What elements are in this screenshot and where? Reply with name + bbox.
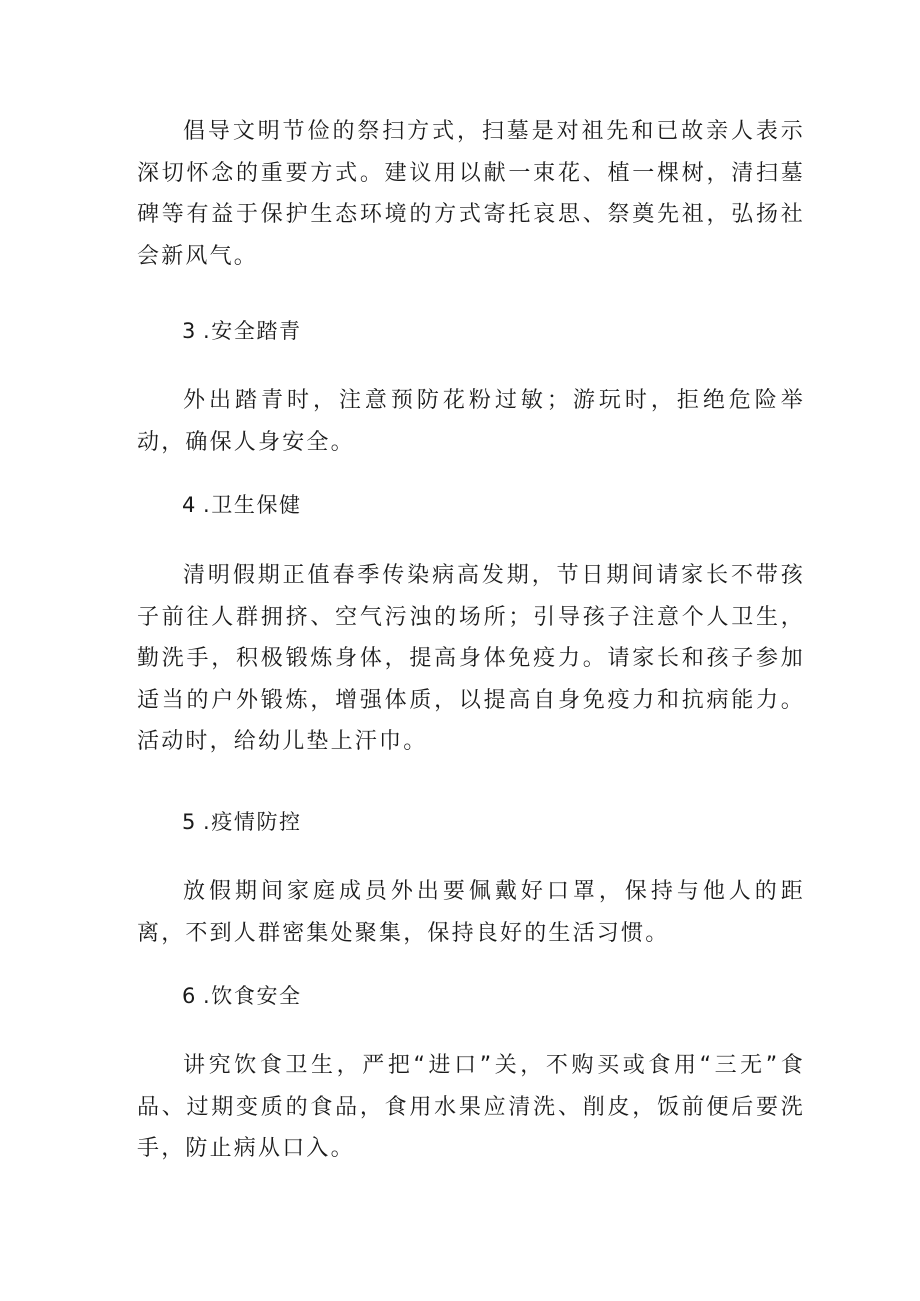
section-heading-epidemic-control: [182, 806, 302, 838]
section-title: .卫生保健: [202, 493, 302, 517]
section-title: .安全踏青: [202, 319, 302, 343]
paragraph-epidemic-control: 放假期间家庭成员外出要佩戴好口罩，保持与他人的距离，不到人群密集处聚集，保持良好的生活习惯。: [137, 879, 805, 946]
section-heading-hygiene: [182, 489, 302, 521]
section-heading-safe-outing: [182, 315, 302, 347]
section-title: .饮食安全: [202, 984, 302, 1008]
section-heading-food-safety: [182, 980, 302, 1012]
section-number: 5: [182, 810, 197, 834]
paragraph-hygiene: 清明假期正值春季传染病高发期，节日期间请家长不带孩子前往人群拥挤、空气污浊的场所；引导孩子注意个人卫生，勤洗手，积极锻炼身体，提高身体免疫力。请家长和孩子参加适当的户外锻炼，增强体质，以提高自身免疫力和抗病能力。活动时，给幼儿垫上汗巾。: [137, 563, 805, 754]
paragraph-food-safety: 讲究饮食卫生，严把“进口”关，不购买或食用“三无”食品、过期变质的食品，食用水果应清洗、削皮，饭前便后要洗手，防止病从口入。: [137, 1053, 805, 1161]
section-number: 3: [182, 319, 197, 343]
section-number: 4: [182, 493, 197, 517]
paragraph-safe-outing: 外出踏青时，注意预防花粉过敏；游玩时，拒绝危险举动，确保人身安全。: [137, 388, 805, 455]
section-title: .疫情防控: [202, 810, 302, 834]
paragraph-civilized-tomb-sweeping: 倡导文明节俭的祭扫方式，扫墓是对祖先和已故亲人表示深切怀念的重要方式。建议用以献一束花、植一棵树，清扫墓碑等有益于保护生态环境的方式寄托哀思、祭奠先祖，弘扬社会新风气。: [137, 119, 805, 269]
section-number: 6: [182, 984, 197, 1008]
